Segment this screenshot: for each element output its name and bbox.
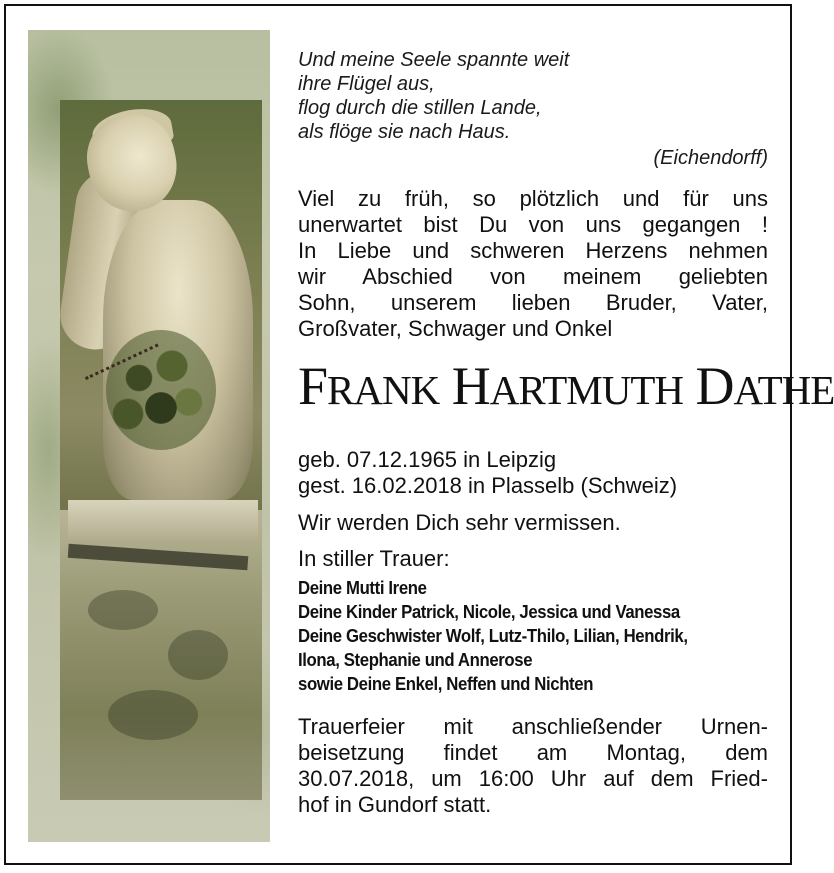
intro-line: Großvater, Schwager und Onkel — [298, 316, 613, 341]
poem-line: ihre Flügel aus, — [298, 73, 435, 95]
flower-bouquet — [106, 330, 216, 450]
mourner-line: Deine Kinder Patrick, Nicole, Jessica und Vanessa — [298, 602, 680, 622]
name-rest: ARTMUTH — [489, 367, 683, 413]
poem-author: (Eichendorff) — [653, 147, 768, 169]
service-line: 30.07.2018, um 16:00 Uhr auf dem Fried- — [298, 766, 768, 791]
service-line: Trauerfeier mit anschließender Urnen- — [298, 714, 768, 739]
leaf-shadow — [108, 690, 198, 740]
deceased-name — [298, 356, 834, 420]
poem-quote — [298, 48, 768, 170]
death-date: gest. 16.02.2018 in Plasselb (Schweiz) — [298, 473, 678, 498]
memorial-statue-photo — [28, 30, 270, 842]
leaf-shadow — [168, 630, 228, 680]
mourner-line: Ilona, Stephanie und Annerose — [298, 650, 533, 670]
birth-date: geb. 07.12.1965 in Leipzig — [298, 447, 557, 472]
life-dates — [298, 447, 768, 499]
service-line: beisetzung findet am Montag, dem — [298, 740, 768, 765]
intro-line: In Liebe und schweren Herzens nehmen — [298, 238, 768, 263]
mourner-line: Deine Mutti Irene — [298, 578, 427, 598]
miss-text: Wir werden Dich sehr vermissen. — [298, 510, 621, 535]
name-initial: D — [695, 356, 734, 416]
leaf-shadow — [88, 590, 158, 630]
intro-line: unerwartet bist Du von uns gegangen ! — [298, 212, 768, 237]
poem-line: Und meine Seele spannte weit — [298, 49, 570, 71]
service-line: hof in Gundorf statt. — [298, 792, 492, 817]
name-rest: RANK — [327, 367, 440, 413]
poem-line: als flöge sie nach Haus. — [298, 121, 511, 143]
poem-line: flog durch die stillen Lande, — [298, 97, 542, 119]
statue-pedestal — [68, 500, 258, 540]
name-initial: F — [298, 356, 328, 416]
mourners-list — [298, 576, 772, 696]
intro-line: Sohn, unserem lieben Bruder, Vater, — [298, 290, 768, 315]
mourning-label: In stiller Trauer: — [298, 546, 450, 571]
name-initial: H — [451, 356, 490, 416]
name-rest: ATHE — [733, 367, 834, 413]
funeral-service-info — [298, 714, 768, 818]
mourner-line: Deine Geschwister Wolf, Lutz-Thilo, Lilian, Hendrik, — [298, 626, 688, 646]
intro-paragraph — [298, 186, 768, 342]
intro-line: wir Abschied von meinem geliebten — [298, 264, 768, 289]
intro-line: Viel zu früh, so plötzlich und für uns — [298, 186, 768, 211]
mourner-line: sowie Deine Enkel, Neffen und Nichten — [298, 674, 594, 694]
